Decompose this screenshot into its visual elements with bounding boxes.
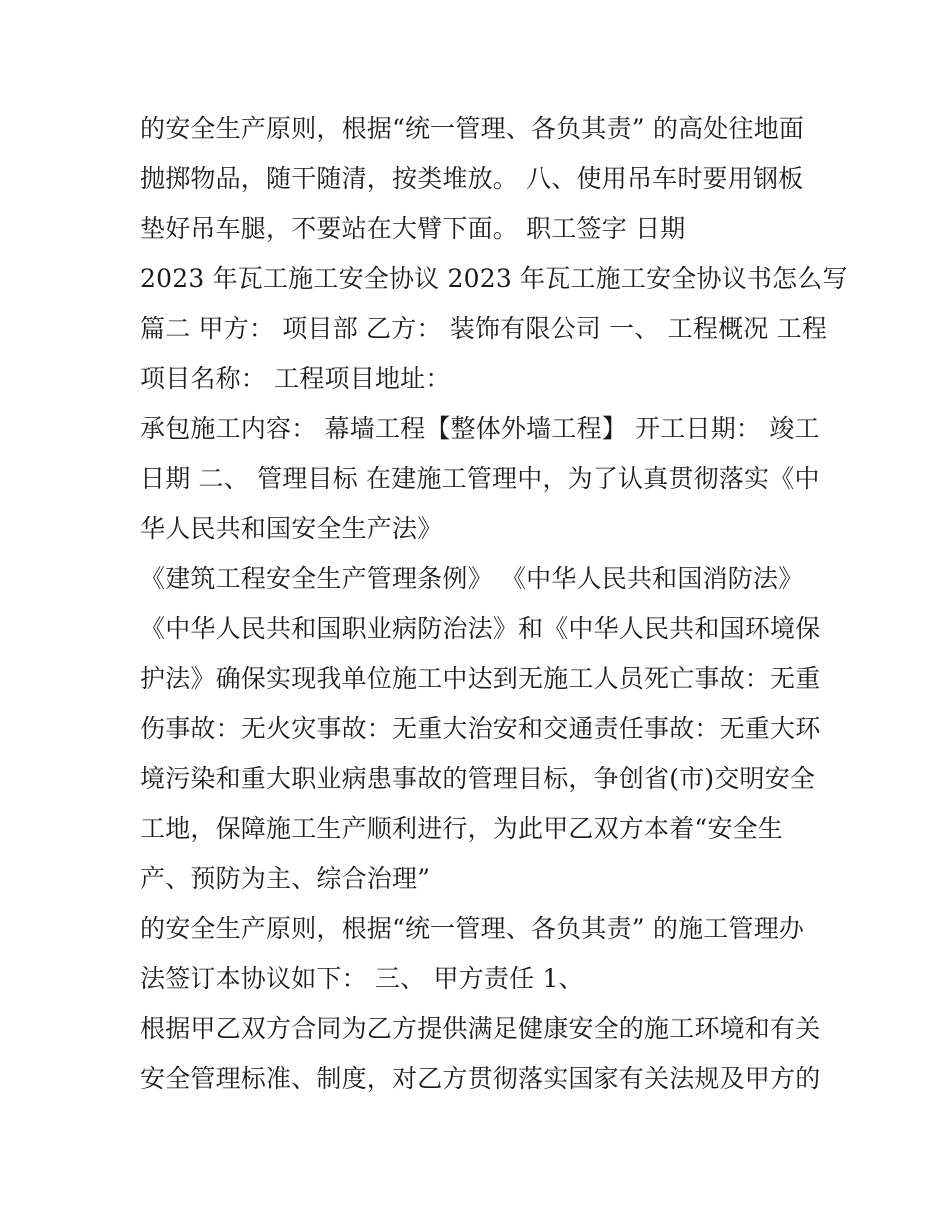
text-line: 法签订本协议如下： 三、 甲方责任 1、 [140,964,584,993]
text-line: 华人民共和国安全生产法》 [140,514,443,543]
text-line: 安全管理标准、制度，对乙方贯彻落实国家有关法规及甲方的 [140,1064,821,1093]
text-line: 日期 二、 管理目标 在建施工管理中，为了认真贯彻落实《中 [140,464,820,493]
text-line: 承包施工内容： 幕墙工程【整体外墙工程】 开工日期： 竣工 [140,414,820,443]
text-line: 项目名称： 工程项目地址： [140,364,451,393]
text-line: 抛掷物品，随干随清，按类堆放。 八、使用吊车时要用钢板 [140,164,804,193]
text-line: 境污染和重大职业病患事故的管理目标，争创省(市)交明安全 [140,764,816,793]
text-line: 《中华人民共和国职业病防治法》和《中华人民共和国环境保 [140,614,821,643]
text-line: 的安全生产原则，根据“统一管理、各负其责” 的高处往地面 [140,114,805,143]
text-line: 工地，保障施工生产顺利进行，为此甲乙双方本着“安全生 [140,814,783,843]
text-line: 护法》确保实现我单位施工中达到无施工人员死亡事故：无重 [140,664,821,693]
text-line: 垫好吊车腿，不要站在大臂下面。 职工签字 日期 [140,214,686,243]
text-line: 的安全生产原则，根据“统一管理、各负其责” 的施工管理办 [140,914,805,943]
document-body [140,104,848,1104]
text-line: 《建筑工程安全生产管理条例》 《中华人民共和国消防法》 [140,564,804,593]
text-line: 根据甲乙双方合同为乙方提供满足健康安全的施工环境和有关 [140,1014,821,1043]
text-line: 篇二 甲方： 项目部 乙方： 装饰有限公司 一、 工程概况 工程 [140,314,828,343]
section-title-line: 2023 年瓦工施工安全协议 2023 年瓦工施工安全协议书怎么写 [140,264,848,293]
text-line: 产、预防为主、综合治理” [140,864,431,893]
text-line: 伤事故：无火灾事故：无重大治安和交通责任事故：无重大环 [140,714,821,743]
